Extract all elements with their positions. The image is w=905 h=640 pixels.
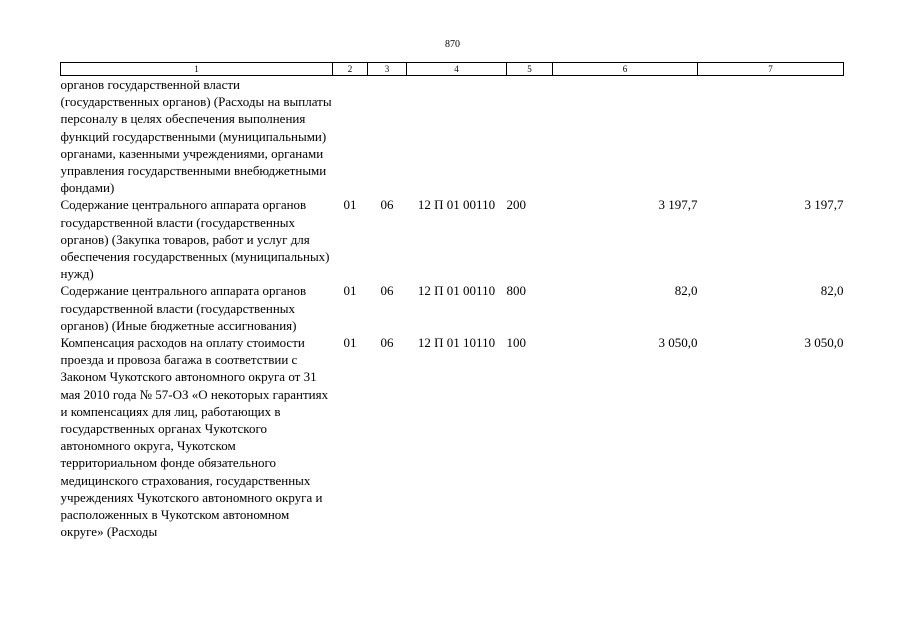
table-row — [61, 282, 844, 334]
row-sum1-cell — [553, 76, 698, 197]
row-csr-cell: 12 П 01 00110 — [417, 197, 496, 213]
row-pr-cell: 06 — [380, 335, 394, 351]
table-row — [61, 76, 844, 197]
column-header-5: 5 — [507, 63, 553, 76]
row-name-cell: органов государственной власти (государственных органов) (Расходы на выплаты персоналу в целях обеспечения выполнения функций государственными (муниципальными) органами, казенными учреждениями, органами управления государственными внебюджетными фондами) — [60, 77, 332, 196]
column-header-2: 2 — [333, 63, 368, 76]
budget-table — [60, 62, 844, 540]
row-vr-cell: 800 — [506, 283, 526, 299]
row-sum1-cell: 82,0 — [674, 283, 698, 299]
row-sum2-cell — [698, 76, 844, 197]
row-csr-cell — [407, 76, 507, 197]
table-header-row — [61, 63, 844, 76]
row-name-cell: Содержание центрального аппарата органов государственной власти (государственных органов) (Закупка товаров, работ и услуг для обеспечения государственных (муниципальных) нужд) — [60, 197, 330, 282]
row-rz-cell: 01 — [343, 197, 357, 213]
row-pr-cell: 06 — [380, 197, 394, 213]
column-header-7: 7 — [698, 63, 844, 76]
row-sum2-cell: 3 197,7 — [804, 197, 844, 213]
row-vr-cell: 200 — [506, 197, 526, 213]
row-rz-cell: 01 — [343, 283, 357, 299]
row-vr-cell — [507, 76, 553, 197]
row-pr-cell: 06 — [380, 283, 394, 299]
row-csr-cell: 12 П 01 10110 — [417, 335, 496, 351]
row-sum1-cell: 3 197,7 — [658, 197, 698, 213]
row-sum2-cell: 82,0 — [820, 283, 844, 299]
column-header-1: 1 — [61, 63, 333, 76]
column-header-6: 6 — [553, 63, 698, 76]
row-rz-cell — [333, 76, 368, 197]
row-pr-cell — [368, 76, 407, 197]
row-sum1-cell: 3 050,0 — [658, 335, 698, 351]
column-header-4: 4 — [407, 63, 507, 76]
row-name-cell: Компенсация расходов на оплату стоимости проезда и провоза багажа в соответствии с Законом Чукотского автономного округа от 31 мая 2010 года № 57-ОЗ «О некоторых гарантиях и компенсациях для лиц, работающих в государственных органах Чукотского автономного округа, Чукотском территориальном фонде обязательного медицинского страхования, государственных учреждениях Чукотского автономного округа и расположенных в Чукотском автономном округе» (Расходы — [60, 335, 329, 540]
column-header-3: 3 — [368, 63, 407, 76]
page-number: 870 — [445, 39, 460, 50]
row-rz-cell: 01 — [343, 335, 357, 351]
row-csr-cell: 12 П 01 00110 — [417, 283, 496, 299]
row-name-cell: Содержание центрального аппарата органов государственной власти (государственных органов) (Иные бюджетные ассигнования) — [60, 283, 307, 333]
row-vr-cell: 100 — [506, 335, 526, 351]
table-row — [61, 196, 844, 282]
table-row — [61, 334, 844, 540]
row-sum2-cell: 3 050,0 — [804, 335, 844, 351]
